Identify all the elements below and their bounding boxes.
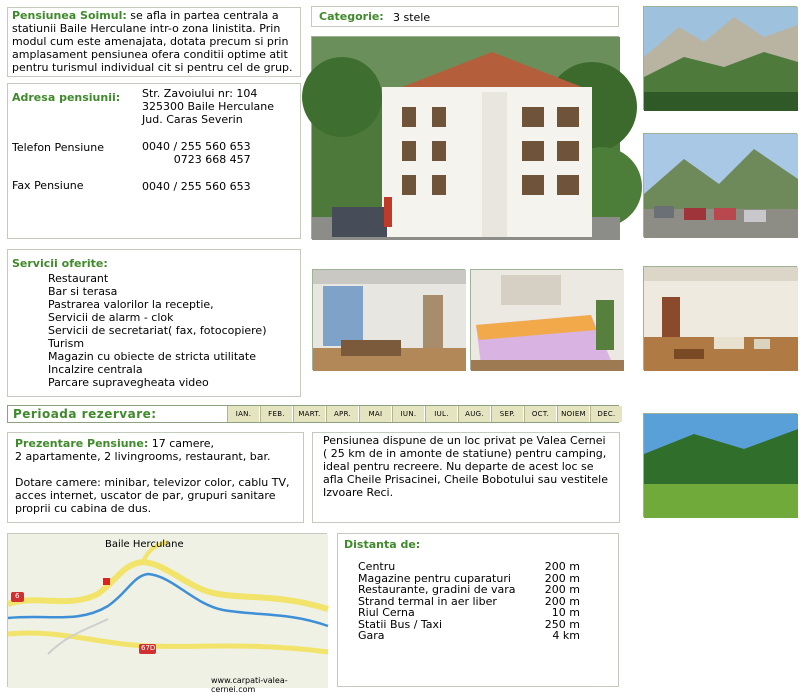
road-badge: 67D: [141, 644, 156, 652]
pension-name: Pensiunea Soimul:: [12, 9, 127, 22]
presentation-text: 2 apartamente, 2 livingrooms, restaurant, bar.: [15, 450, 271, 463]
distance-value: 10 m: [551, 606, 580, 619]
list-item: Incalzire centrala: [48, 363, 143, 376]
month-cell[interactable]: APR.: [326, 406, 358, 422]
list-item: Restaurant: [48, 272, 109, 285]
distance-place: Magazine pentru cuparaturi: [358, 571, 511, 585]
month-cell[interactable]: DEC.: [590, 406, 622, 422]
address-lines: [142, 87, 274, 126]
distance-value: 4 km: [552, 629, 580, 642]
interior-photo-1[interactable]: [312, 269, 465, 370]
services-box: [7, 249, 301, 397]
list-item: Servicii de alarm - clok: [48, 311, 174, 324]
category-box: [311, 6, 619, 27]
distance-value: 250 m: [544, 617, 580, 631]
month-cell[interactable]: IAN.: [227, 406, 259, 422]
address-box: [7, 83, 301, 239]
month-strip: [226, 406, 622, 422]
month-cell[interactable]: OCT.: [524, 406, 556, 422]
intro-text: se afla in partea centrala a statiunii Baile Herculane intr-o zona linistita. Prin modul cum este amenajata, dotata precum si prin amplasament pensiunea ofera conditii optime atit pentru turismul individual cit si pentru cel de grup.: [12, 9, 293, 74]
fax-value[interactable]: 0040 / 255 560 653: [142, 180, 251, 193]
table-row: [358, 584, 580, 596]
mountain-photo-1[interactable]: [643, 6, 797, 110]
room-photo-3[interactable]: [643, 266, 797, 370]
valley-photo[interactable]: [643, 413, 797, 517]
distance-place: Statii Bus / Taxi: [358, 617, 443, 631]
phone-value[interactable]: 0040 / 255 560 653: [142, 140, 251, 153]
distances-box: [337, 533, 619, 687]
month-cell[interactable]: IUN.: [392, 406, 424, 422]
month-cell[interactable]: FEB.: [260, 406, 292, 422]
distance-value: 200 m: [544, 560, 580, 573]
month-cell[interactable]: SEP.: [491, 406, 523, 422]
month-cell[interactable]: NOIEM: [557, 406, 589, 422]
list-item: Parcare supravegheata video: [48, 376, 209, 389]
map-town-label: Baile Herculane: [105, 539, 184, 550]
building-photo[interactable]: [311, 36, 619, 239]
phone-value[interactable]: 0723 668 457: [173, 153, 251, 166]
address-line: Jud. Caras Severin: [142, 113, 243, 126]
presentation-box: [7, 432, 304, 523]
location-map[interactable]: [7, 533, 327, 694]
month-cell[interactable]: IUL.: [425, 406, 457, 422]
location-box: [312, 432, 620, 523]
month-cell[interactable]: AUG.: [458, 406, 490, 422]
category-value: 3 stele: [393, 11, 431, 24]
list-item: Pastrarea valorilor la receptie,: [48, 298, 214, 311]
address-line: Str. Zavoiului nr: 104: [142, 87, 258, 100]
address-label: Adresa pensiunii:: [12, 91, 121, 104]
list-item: Bar si terasa: [48, 285, 118, 298]
phone-label: Telefon Pensiune: [12, 141, 104, 154]
distance-place: Gara: [358, 629, 385, 642]
list-item: Servicii de secretariat( fax, fotocopiere): [48, 324, 267, 337]
services-list: [48, 272, 267, 389]
table-row: [358, 607, 580, 619]
list-item: Magazin cu obiecte de stricta utilitate: [48, 350, 256, 363]
road-badge: 6: [15, 592, 20, 600]
table-row: [358, 561, 580, 573]
reservation-bar: [7, 405, 619, 423]
map-credit[interactable]: www.carpati-valea-cernei.com: [211, 676, 288, 694]
reservation-label: Perioada rezervare:: [13, 407, 157, 421]
rooms-text: Dotare camere: minibar, televizor color, cablu TV, acces internet, uscator de par, grupuri sanitare proprii cu cabina de dus.: [15, 476, 290, 515]
month-cell[interactable]: MAI: [359, 406, 391, 422]
fax-label: Fax Pensiune: [12, 179, 84, 192]
table-row: [358, 619, 580, 631]
category-label: Categorie:: [319, 10, 384, 23]
distance-value: 200 m: [544, 571, 580, 585]
distance-place: Restaurante, gradini de vara: [358, 583, 516, 596]
table-row: [358, 630, 580, 642]
bedroom-photo[interactable]: [470, 269, 623, 370]
location-text: Pensiunea dispune de un loc privat pe Valea Cernei ( 25 km de in amonte de statiune) pentru camping, ideal pentru recreere. Nu departe de acest loc se afla Cheile Prisacinei, Cheile Bobotului sau vestitele Izvoare Reci.: [323, 434, 608, 499]
presentation-text: 17 camere,: [148, 437, 215, 450]
presentation-label: Prezentare Pensiune:: [15, 437, 149, 450]
distance-place: Riul Cerna: [358, 606, 415, 619]
phone-values: [142, 140, 251, 166]
address-line: 325300 Baile Herculane: [142, 100, 275, 113]
distance-place: Centru: [358, 560, 396, 573]
distance-value: 200 m: [544, 594, 580, 608]
intro-box: [7, 7, 301, 77]
distances-table: [358, 561, 580, 642]
list-item: Turism: [48, 337, 85, 350]
distance-place: Strand termal in aer liber: [358, 594, 497, 608]
services-label: Servicii oferite:: [12, 257, 108, 270]
mountain-photo-2[interactable]: [643, 133, 797, 237]
distance-value: 200 m: [544, 583, 580, 596]
month-cell[interactable]: MART.: [293, 406, 325, 422]
distances-label: Distanta de:: [344, 538, 421, 551]
